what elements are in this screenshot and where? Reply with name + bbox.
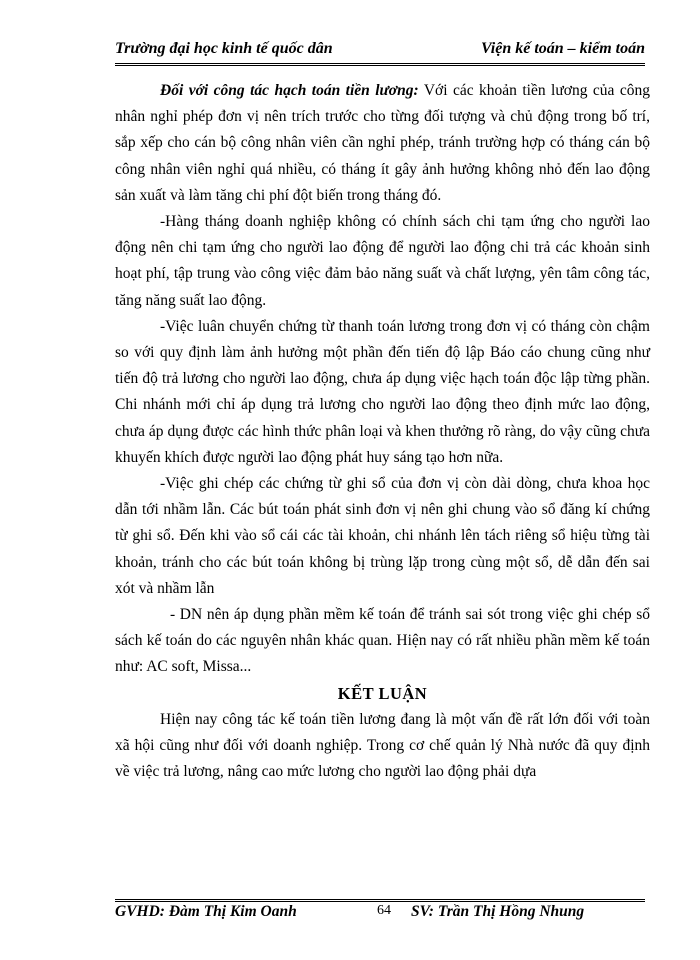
paragraph-conclusion: Hiện nay công tác kế toán tiền lương đang là một vấn đề rất lớn đối với toàn xã hội cũng như đối với doanh nghiệp. Trong cơ chế quản lý Nhà nước đã quy định về việc trả lương, nâng cao mức lương cho người lao động phải dựa: [115, 710, 650, 781]
page-header: [115, 40, 645, 64]
header-institute: Viện kế toán – kiểm toán: [480, 40, 645, 57]
footer-supervisor: GVHD: Đàm Thị Kim Oanh: [115, 903, 297, 920]
footer-rule: [115, 899, 645, 902]
page-number: 64: [377, 903, 391, 918]
paragraph-salary-accounting: [115, 78, 650, 209]
header-university: Trường đại học kinh tế quốc dân: [115, 40, 333, 57]
document-body: [115, 78, 650, 785]
section-title: KẾT LUẬN: [337, 683, 428, 703]
paragraph-software: - DN nên áp dụng phần mềm kế toán để tránh sai sót trong việc ghi chép sổ sách kế toán do các nguyên nhân khác quan. Hiện nay có rất nhiều phần mềm kế toán như: AC soft, Missa...: [115, 606, 650, 676]
paragraph-advance-payment: -Hàng tháng doanh nghiệp không có chính sách chi tạm ứng cho người lao động nên chi tạm ứng cho người lao động để người lao động chi trả các khoản sinh hoạt phí, tập trung vào công việc đảm bảo năng suất và chất lượng, yên tâm công tác, tăng năng suất lao động.: [115, 213, 650, 309]
paragraph-lead: Đối với công tác hạch toán tiền lương:: [160, 82, 419, 99]
paragraph-record-keeping: -Việc ghi chép các chứng từ ghi sổ của đơn vị còn dài dòng, chưa khoa học dẫn tới nhầm lẫn. Các bút toán phát sinh đơn vị nên ghi chung vào sổ đăng kí chứng từ ghi sổ. Đến khi vào sổ cái các tài khoản, chi nhánh lên tách riêng sổ hiệu từng tài khoản, tránh cho các bút toán không bị trùng lặp trong cùng một sổ, dễ dẫn đến sai xót và nhầm lẫn: [115, 475, 650, 597]
paragraph-document-flow: -Việc luân chuyển chứng từ thanh toán lương trong đơn vị có tháng còn chậm so với quy định làm ảnh hưởng một phần đến tiến độ lập Báo cáo chung cũng như tiến độ trả lương cho người lao động, chưa áp dụng việc hạch toán độc lập từng phần. Chi nhánh mới chỉ áp dụng trả lương cho người lao động theo định mức lao động, chưa áp dụng được các hình thức phân loại và khen thưởng rõ ràng, do vậy cũng chưa khuyến khích được người lao động phát huy sáng tạo hơn nữa.: [115, 317, 650, 466]
footer-student: SV: Trần Thị Hồng Nhung: [411, 903, 585, 920]
paragraph-text: Với các khoản tiền lương của công nhân nghỉ phép đơn vị nên trích trước cho từng đối tượng và chủ động trong bố trí, sắp xếp cho cán bộ công nhân viên cần nghỉ phép, tránh trường hợp có tháng cán bộ công nhân viên nghỉ quá nhiều, có tháng ít gây ảnh hưởng không nhỏ đến lao động sản xuất và làm tăng chi phí đột biến trong tháng đó.: [115, 82, 650, 204]
header-rule: [115, 63, 645, 66]
page-footer: [115, 903, 650, 925]
